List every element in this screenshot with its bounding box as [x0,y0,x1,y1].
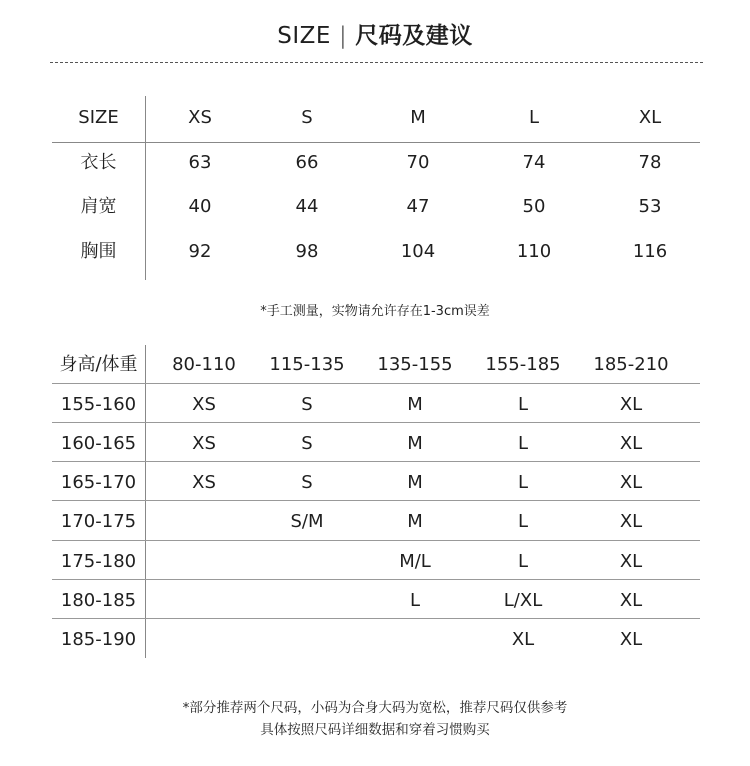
rec-table-header-row [0,345,750,384]
size-header-xl: XL [638,107,662,128]
size-cell: L [517,551,529,572]
row-divider [52,461,700,462]
height-label: 155-160 [60,394,137,415]
size-cell: L [517,511,529,532]
value-cell: 92 [188,241,212,262]
title-cn: 尺码及建议 [355,23,473,49]
size-cell [257,542,357,581]
size-cell: XL [619,629,643,650]
height-label: 180-185 [60,590,137,611]
size-cell: S [301,433,313,454]
row-divider [52,383,700,384]
recommendation-note-line2: 具体按照尺码详细数据和穿着习惯购买 [260,722,490,738]
size-cell: M [407,472,423,493]
row-label: 肩宽 [80,196,117,217]
height-label: 165-170 [60,472,137,493]
size-cell: XL [619,551,643,572]
size-table-header-row [0,98,750,138]
size-cell: XL [619,590,643,611]
size-header-l: L [528,107,540,128]
row-divider [52,500,700,501]
value-cell: 66 [295,152,319,173]
size-cell: S [301,394,313,415]
size-cell: L/XL [503,590,543,611]
size-cell: M [407,394,423,415]
height-label: 160-165 [60,433,137,454]
size-cell [154,502,254,541]
rec-header-weight: 80-110 [172,354,236,375]
value-cell: 98 [295,241,319,262]
title-separator: | [338,23,348,49]
rec-header-weight: 135-155 [377,354,453,375]
size-table-row-length [0,143,750,183]
page-title [0,20,750,52]
size-header-s: S [301,107,313,128]
row-divider [52,618,700,619]
size-cell: M/L [399,551,431,572]
recommendation-note-line1: *部分推荐两个尺码，小码为合身大码为宽松，推荐尺码仅供参考 [182,700,568,716]
value-cell: 63 [188,152,212,173]
size-cell: S/M [290,511,324,532]
recommendation-note [0,697,750,741]
size-cell: L [409,590,421,611]
size-cell [154,581,254,620]
size-cell: L [517,394,529,415]
measurement-note: *手工测量，实物请允许存在1-3cm误差 [260,304,490,319]
height-label: 170-175 [60,511,137,532]
value-cell: 44 [295,196,319,217]
rec-table-row [0,502,750,541]
size-cell [154,542,254,581]
size-cell: XL [619,472,643,493]
value-cell: 74 [522,152,546,173]
size-cell: XS [192,472,216,493]
rec-header-label: 身高/体重 [59,354,138,375]
size-cell: L [517,433,529,454]
size-cell [154,620,254,659]
value-cell: 116 [632,241,668,262]
size-table-row-shoulder [0,187,750,227]
value-cell: 104 [400,241,436,262]
value-cell: 70 [406,152,430,173]
dashed-divider [50,62,703,63]
size-cell: L [517,472,529,493]
rec-header-weight: 155-185 [485,354,561,375]
size-cell [257,620,357,659]
row-divider [52,579,700,580]
size-table-row-chest [0,232,750,272]
row-label: 胸围 [80,241,117,262]
size-cell [365,620,465,659]
rec-table-row [0,463,750,502]
size-header-label: SIZE [78,107,119,128]
size-cell: XS [192,433,216,454]
value-cell: 78 [638,152,662,173]
row-divider [52,540,700,541]
size-cell: XS [192,394,216,415]
value-cell: 110 [516,241,552,262]
size-cell: XL [511,629,535,650]
size-cell: S [301,472,313,493]
size-header-xs: XS [188,107,212,128]
size-cell: XL [619,511,643,532]
height-label: 175-180 [60,551,137,572]
height-label: 185-190 [60,629,137,650]
size-cell [257,581,357,620]
value-cell: 50 [522,196,546,217]
value-cell: 47 [406,196,430,217]
rec-table-row [0,385,750,424]
size-header-m: M [410,107,426,128]
rec-table-row [0,581,750,620]
size-cell: M [407,511,423,532]
rec-table-row [0,424,750,463]
value-cell: 53 [638,196,662,217]
row-divider [52,422,700,423]
rec-table-row [0,620,750,659]
size-cell: XL [619,433,643,454]
size-cell: XL [619,394,643,415]
rec-header-weight: 115-135 [269,354,345,375]
size-cell: M [407,433,423,454]
title-en: SIZE [277,23,331,49]
rec-table-row [0,542,750,581]
rec-header-weight: 185-210 [593,354,669,375]
row-label: 衣长 [80,152,117,173]
value-cell: 40 [188,196,212,217]
